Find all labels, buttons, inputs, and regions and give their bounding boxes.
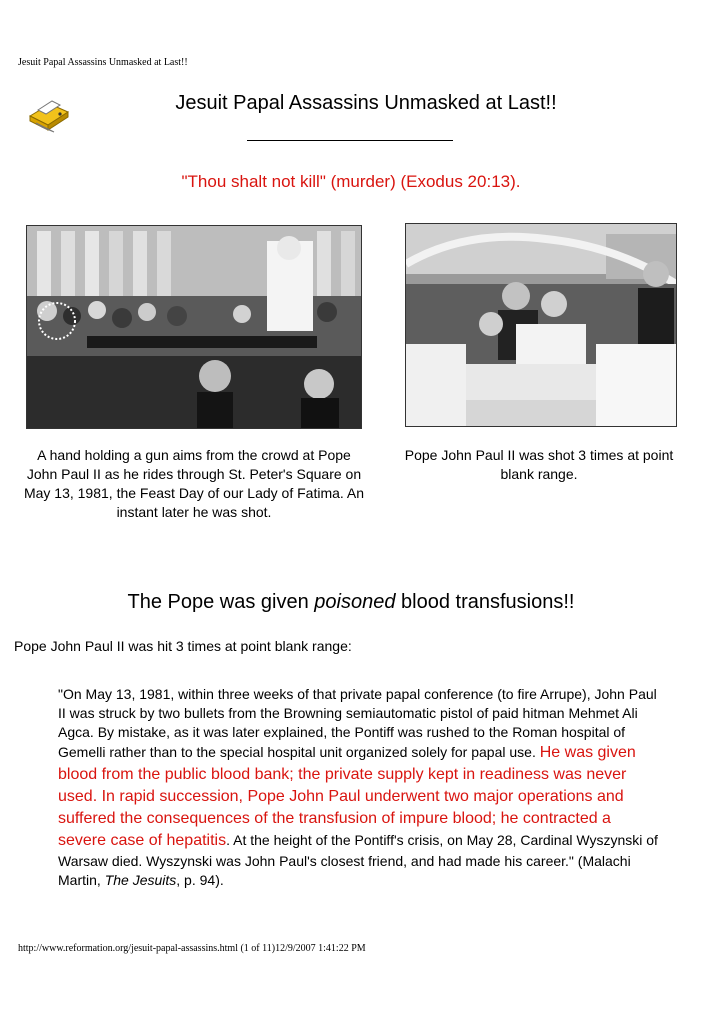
print-header: Jesuit Papal Assassins Unmasked at Last!!	[18, 57, 188, 68]
intro-line: Pope John Paul II was hit 3 times at point blank range:	[14, 638, 352, 654]
section-heading-end: blood transfusions!!	[395, 591, 575, 613]
section-heading	[60, 591, 642, 614]
printer-icon[interactable]	[24, 92, 72, 134]
quote-text-3: , p. 94).	[176, 872, 224, 888]
section-heading-emphasis: poisoned	[314, 591, 396, 613]
photo-pope-motorcade	[26, 225, 362, 429]
block-quote	[58, 685, 658, 890]
caption-right: Pope John Paul II was shot 3 times at point blank range.	[404, 447, 674, 482]
title-divider	[247, 140, 453, 141]
book-title: The Jesuits	[104, 872, 177, 888]
page-title: Jesuit Papal Assassins Unmasked at Last!!	[175, 92, 557, 114]
scripture-quote: "Thou shalt not kill" (murder) (Exodus 20:13).	[181, 172, 521, 191]
quote-highlight: He was given blood from the public blood bank; the private supply kept in readiness was never used. In rapid succession, Pope John Paul underwent two major operations and suffered the consequences of the transfusion of impure blood; he contracted a severe case of hepatitis	[58, 744, 636, 849]
caption-left: A hand holding a gun aims from the crowd at Pope John Paul II as he rides through St. Peter's Square on May 13, 1981, the Feast Day of our Lady of Fatima. An instant later he was shot.	[23, 447, 365, 520]
photo-pope-shot	[405, 223, 677, 427]
quote-text-1: "On May 13, 1981, within three weeks of that private papal conference (to fire Arrupe), John Paul II was struck by two bullets from the Browning semiautomatic pistol of paid hitman Mehmet Ali Agca. By mistake, as it was later explained, the Pontiff was rushed to the Roman hospital of Gemelli rather than to the special hospital unit organized solely for papal use.	[58, 686, 657, 760]
section-heading-start: The Pope was given	[127, 591, 315, 613]
quote-text-2: . At the height of the Pontiff's crisis, on May 28, Cardinal Wyszynski of Warsaw died. Wyszynski was John Paul's closest friend, and had made his career." (Malachi Martin,	[58, 832, 658, 888]
print-footer-url: http://www.reformation.org/jesuit-papal-assassins.html (1 of 11)12/9/2007 1:41:22 PM	[18, 943, 366, 954]
